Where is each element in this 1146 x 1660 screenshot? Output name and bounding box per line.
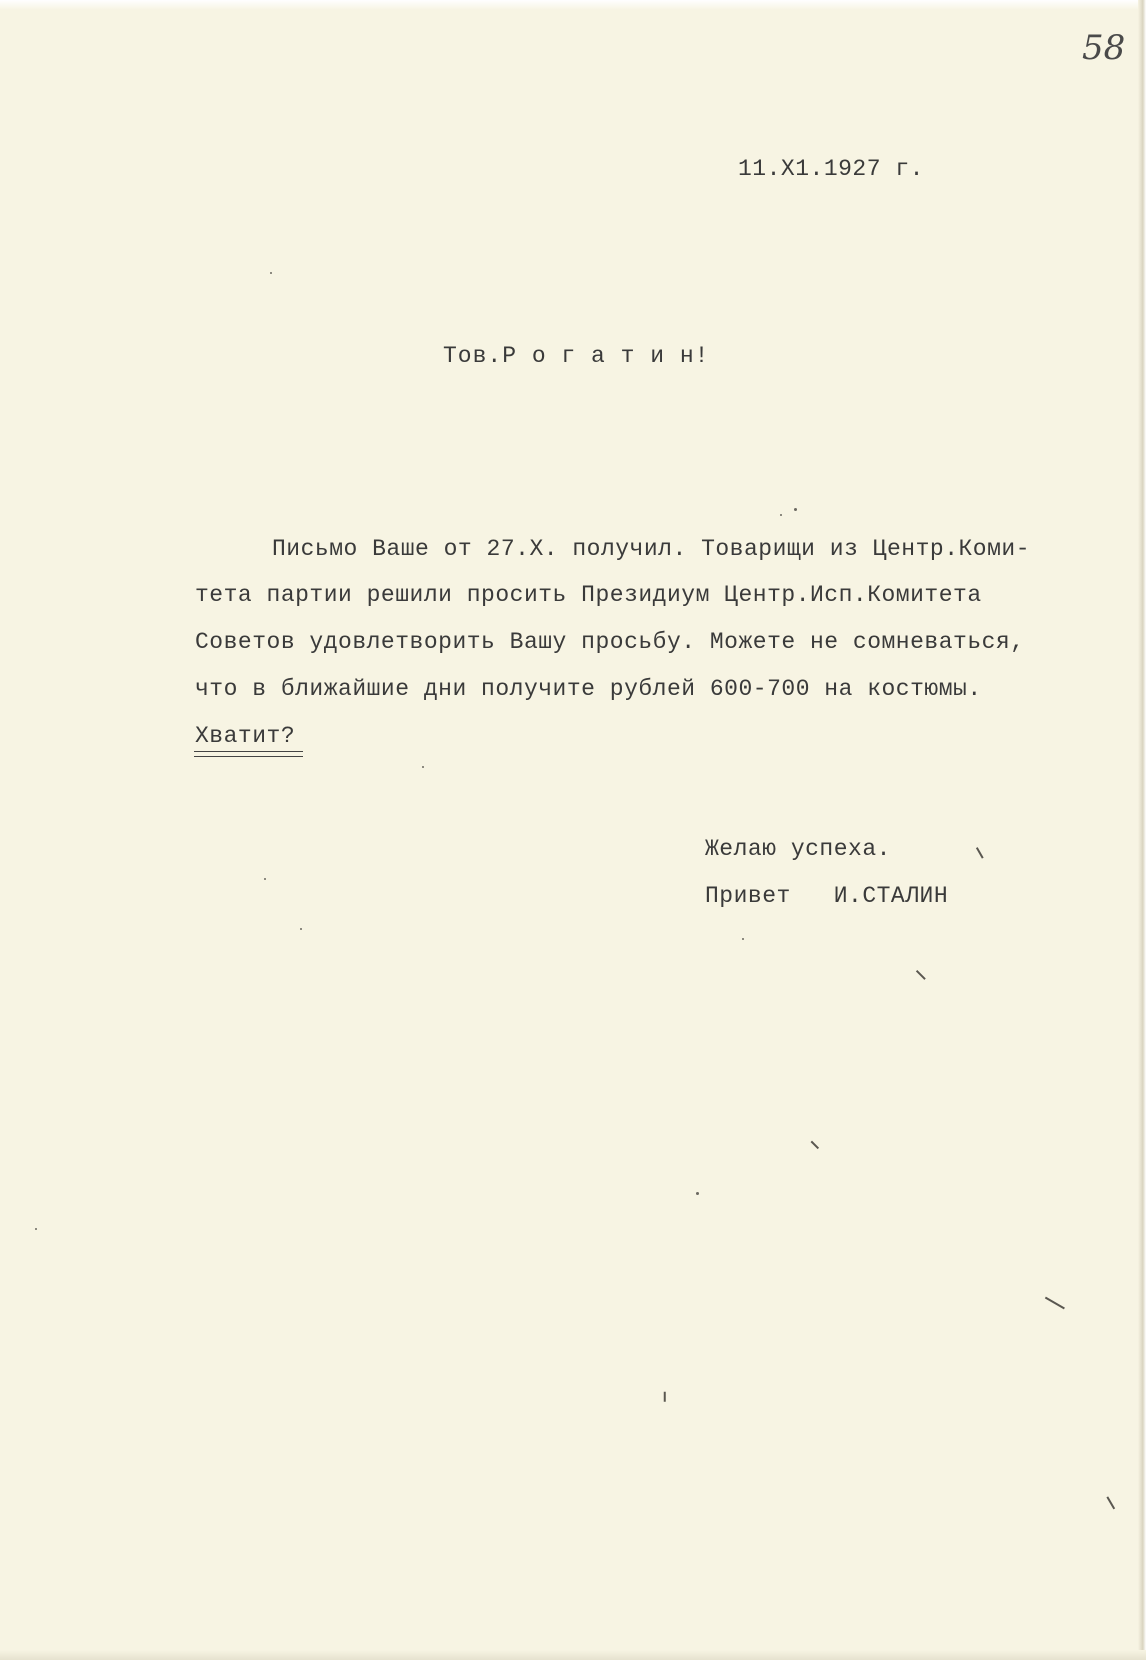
body-line: Письмо Ваше от 27.Х. получил. Товарищи из Центр.Коми-: [272, 536, 1031, 562]
paper-speck: [794, 508, 797, 511]
folio-number: 58: [1082, 28, 1126, 68]
body-line: что в ближайшие дни получите рублей 600-700 на костюмы.: [195, 676, 982, 702]
paper-speck: [422, 766, 424, 768]
salutation: Тов.Р о г а т и н!: [443, 343, 710, 369]
paper-mark: [1107, 1496, 1115, 1509]
paper-mark: [976, 847, 983, 858]
closing-line: Желаю успеха.: [705, 836, 891, 862]
paper-speck: [300, 928, 302, 930]
body-line-question: Хватит?: [195, 723, 296, 749]
body-line: тета партии решили просить Президиум Центр.Исп.Комитета: [195, 582, 982, 608]
page-bottom-edge: [0, 1650, 1146, 1660]
paper-mark: [1045, 1297, 1065, 1309]
paper-speck: [270, 272, 272, 274]
paper-speck: [742, 938, 744, 940]
paper-speck: [264, 878, 266, 880]
page-top-edge: [0, 0, 1146, 10]
paper-speck: [696, 1192, 699, 1195]
letter-date: 11.Х1.1927 г.: [738, 156, 924, 182]
signature-line: Привет И.СТАЛИН: [705, 883, 949, 909]
paper-mark: [664, 1392, 666, 1402]
paper-speck: [780, 514, 782, 516]
paper-mark: [811, 1141, 819, 1149]
paper-mark: [916, 970, 926, 980]
page-right-edge: [1138, 0, 1146, 1660]
body-line: Советов удовлетворить Вашу просьбу. Можете не сомневаться,: [195, 629, 1025, 655]
question-double-underline: [194, 751, 303, 757]
paper-speck: [35, 1228, 37, 1230]
